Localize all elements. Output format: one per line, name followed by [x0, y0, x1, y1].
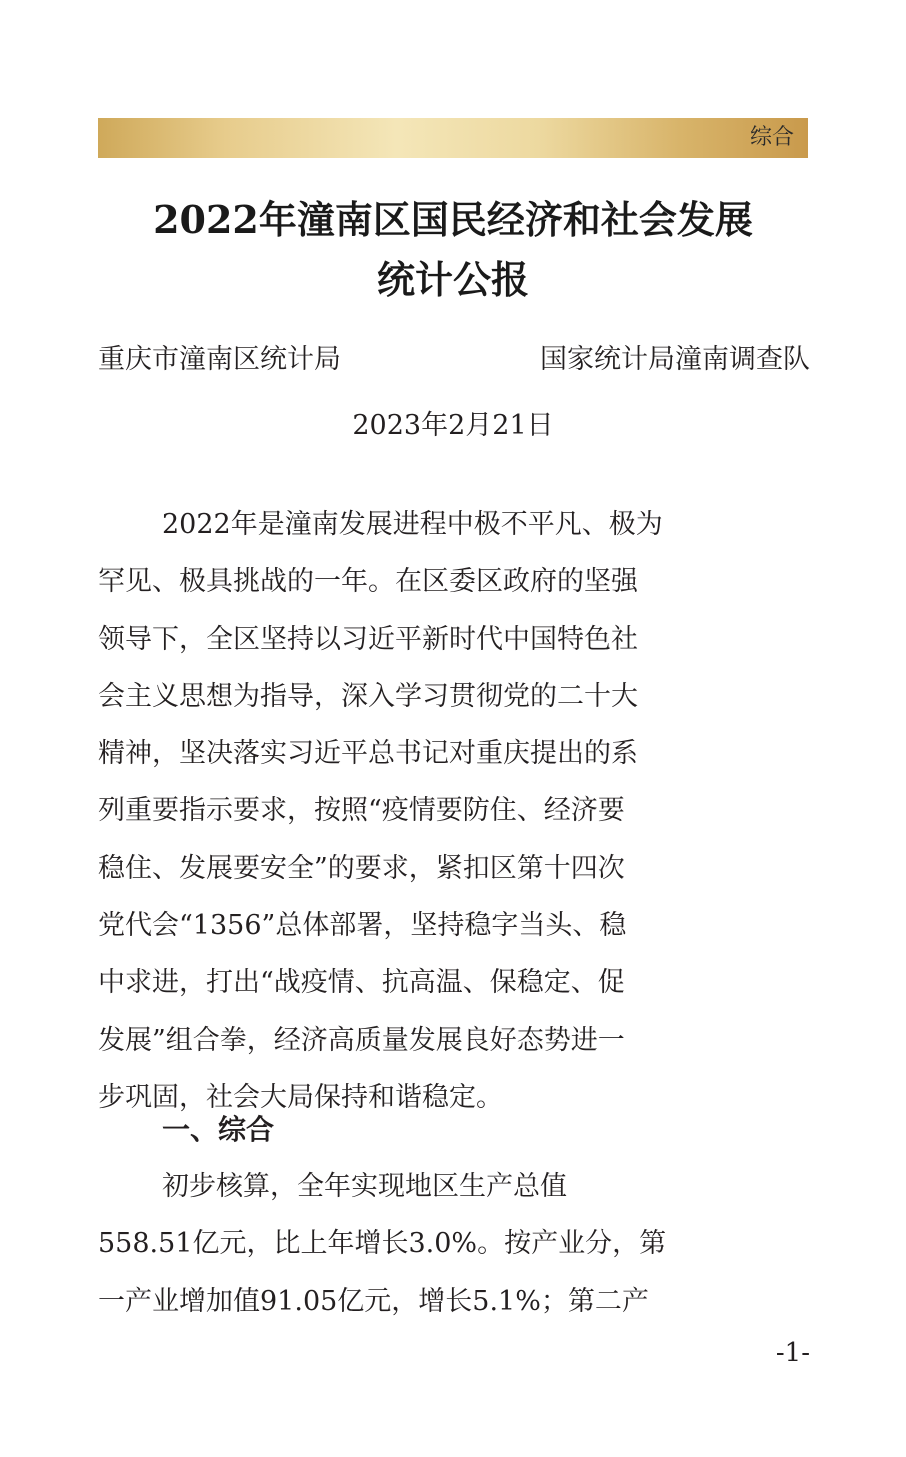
section-banner — [98, 118, 808, 158]
section-heading: 一、综合 — [162, 1113, 275, 1146]
paragraph-line: 发展”组合拳，经济高质量发展良好态势进一 — [98, 1024, 625, 1056]
publish-date: 2023年2月21日 — [352, 410, 554, 441]
paragraph-line: 领导下，全区坚持以习近平新时代中国特色社 — [98, 623, 638, 655]
paragraph-line: 一产业增加值91.05亿元，增长5.1%；第二产 — [98, 1285, 649, 1317]
paragraph-line: 稳住、发展要安全”的要求，紧扣区第十四次 — [98, 852, 625, 884]
title-line-2: 统计公报 — [376, 257, 529, 302]
title-line-1: 2022年潼南区国民经济和社会发展 — [153, 197, 753, 242]
section-label: 综合 — [749, 125, 794, 150]
section-paragraph — [98, 1158, 810, 1330]
paragraph-line: 党代会“1356”总体部署，坚持稳字当头、稳 — [98, 910, 627, 942]
paragraph-line: 中求进，打出“战疫情、抗高温、保稳定、促 — [98, 967, 625, 999]
paragraph-line: 罕见、极具挑战的一年。在区委区政府的坚强 — [98, 566, 638, 598]
issuer-survey-team: 国家统计局潼南调查队 — [540, 344, 810, 375]
issuer-statistics-bureau: 重庆市潼南区统计局 — [98, 344, 341, 375]
paragraph-line: 558.51亿元，比上年增长3.0%。按产业分，第 — [98, 1228, 667, 1260]
intro-paragraph — [98, 496, 810, 1126]
paragraph-line: 2022年是潼南发展进程中极不平凡、极为 — [162, 509, 663, 540]
page-number: -1- — [775, 1338, 810, 1368]
paragraph-line: 精神，坚决落实习近平总书记对重庆提出的系 — [98, 738, 638, 770]
paragraph-line: 初步核算，全年实现地区生产总值 — [162, 1171, 567, 1202]
issuers — [98, 340, 810, 380]
document-title — [98, 190, 808, 310]
paragraph-line: 会主义思想为指导，深入学习贯彻党的二十大 — [98, 680, 638, 712]
paragraph-line: 步巩固，社会大局保持和谐稳定。 — [98, 1081, 503, 1113]
paragraph-line: 列重要指示要求，按照“疫情要防住、经济要 — [98, 795, 625, 827]
